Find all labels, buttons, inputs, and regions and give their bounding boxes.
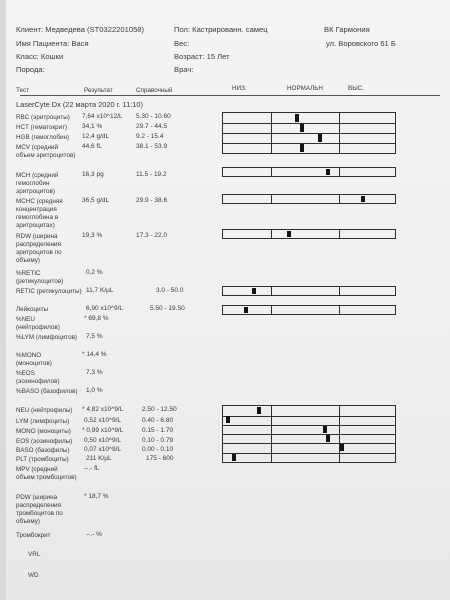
test-name-pbaso: %BASO (базофилов) [16,388,78,395]
col-normal: НОРМАЛЬН [287,85,323,92]
range-marker-mono [323,426,327,433]
ref-plt: 175 - 600 [146,455,174,462]
test-name-hgb: HGB (гемоглобин) [16,134,70,141]
doctor-name: Врач: [174,65,194,74]
result-pct: --.- % [86,531,102,538]
test-name-eos: EOS (эозинофилы) [16,438,73,445]
ref-eos: 0.10 - 0.79 [142,437,174,444]
range-marker-hct [300,124,304,132]
test-name-plym: %LYM (лимфоцитов) [16,334,78,341]
range-marker-wbc [244,307,248,313]
test-name-neu: NEU (нейтрофилы) [16,407,73,414]
test-name-mono: MONO (моноциты) [16,428,71,435]
range-marker-mcv [300,144,304,152]
test-name-mcv: MCV (средний объем эритроцитов) [16,144,76,159]
range-marker-hgb [318,134,322,142]
range-marker-eos [326,435,330,442]
col-low: НИЗ. [232,85,247,92]
range-box-rdw [222,229,396,239]
test-name-wbc: Лейкоциты [16,306,49,313]
result-pdw: * 18,7 % [84,493,109,500]
patient-age: Возраст: 15 Лет [174,52,230,61]
result-mpv: --.- fL [84,465,100,472]
ref-mchc: 29.9 - 38.6 [136,197,168,204]
ref-hct: 29.7 - 44.5 [136,123,168,130]
patient-sex: Пол: Кастрированн. самец [174,25,268,34]
result-mcv: 44,6 fL [82,143,102,150]
ref-neu: 2.50 - 12.50 [142,406,177,413]
test-name-mch: MCH (средний гемоглобин эритроцитов) [16,172,59,195]
range-box-retic [222,286,396,296]
footer-wd: WD [28,572,39,579]
result-rdw: 19,3 % [82,232,103,239]
test-name-mchc: MCHC (средняя концентрация гемоглобина в эритроцитах) [16,198,63,229]
range-box-mch [222,167,396,177]
test-name-hct: HCT (гематокрит) [16,124,68,131]
test-name-retic: RETIC (ретикулоциты) [16,288,82,295]
result-pneu: * 69,8 % [84,315,109,322]
range-marker-lym [226,416,230,423]
range-box-wbc [222,305,396,315]
result-mono: * 0,99 x10^9/L [82,427,124,434]
ref-lym: 0.40 - 6.80 [142,417,174,424]
patient-weight: Вес: [174,39,190,48]
ref-hgb: 9.2 - 15.4 [136,133,164,140]
result-retic: 11,7 K/µL [86,287,114,294]
range-box-diff-group [222,405,396,463]
col-result: Результат [84,87,113,94]
ref-mch: 11.5 - 19.2 [136,171,167,178]
test-name-rbc: RBC (эритроциты) [16,114,70,121]
test-name-pct: Тромбокрит [16,532,51,539]
result-peos: 7,3 % [86,369,103,376]
report-page [6,0,450,600]
test-name-plt: PLT (тромбоциты) [16,456,69,463]
ref-retic: 3.0 - 50.0 [156,287,184,294]
header-divider [20,95,440,96]
result-pbaso: 1,0 % [86,387,103,394]
test-name-baso: BASO (базофилы) [16,447,70,454]
result-hct: 34,1 % [82,123,103,130]
result-mch: 16,3 pg [82,171,104,178]
ref-mcv: 38.1 - 53.9 [136,143,168,150]
test-name-pneu: %NEU (нейтрофилов) [16,316,60,331]
range-marker-baso [340,444,344,451]
test-name-pmono: %MONO (моноцитов) [16,352,52,367]
result-pmono: * 14,4 % [82,351,107,358]
range-marker-rdw [287,231,291,237]
col-ref: Справочный [136,87,173,94]
test-name-pretic: %RETIC (ретикулоцитов) [16,270,64,285]
ref-wbc: 5.50 - 19.50 [150,305,185,312]
range-marker-mch [326,169,330,175]
col-high: ВЫС. [348,85,365,92]
clinic-name: ВК Гармония [324,25,370,34]
footer-vrl: VRL [28,551,41,558]
result-baso: 0,07 x10^9/L [84,446,122,453]
result-rbc: 7,64 x10^12/L [82,113,123,120]
result-lym: 0,52 x10^9/L [84,417,122,424]
test-name-peos: %EOS (эозинофилов) [16,370,60,385]
instrument-title: LaserCyte Dx (22 марта 2020 г. 11:10) [16,100,143,109]
result-plt: 211 K/µL [86,455,112,462]
range-marker-retic [252,288,256,294]
test-name-rdw: RDW (ширина распределения эритроцитов по объему) [16,233,62,264]
clinic-address: ул. Воровского 61 Б [326,39,396,48]
result-hgb: 12,4 g/dL [82,133,110,140]
result-pretic: 0,2 % [86,269,103,276]
test-name-lym: LYM (лимфоциты) [16,418,70,425]
patient-breed: Порода: [16,65,45,74]
result-plym: 7,5 % [86,333,103,340]
ref-baso: 0.00 - 0.10 [142,446,174,453]
col-test: Тест [16,87,30,94]
ref-rbc: 5.30 - 10.60 [136,113,171,120]
range-box-mchc [222,194,396,204]
range-marker-rbc [295,114,299,122]
result-neu: * 4,82 x10^9/L [82,406,124,413]
result-mchc: 36,5 g/dL [82,197,110,204]
ref-mono: 0.15 - 1.70 [142,427,174,434]
test-name-mpv: MPV (средний объем тромбоцитов) [16,466,77,481]
patient-class: Класс: Кошки [16,52,64,61]
result-wbc: 6,90 x10^9/L [86,305,124,312]
ref-rdw: 17.3 - 22.0 [136,232,168,239]
result-eos: 0,50 x10^9/L [84,437,122,444]
range-box-rbc-group [222,112,396,154]
range-marker-neu [257,407,261,414]
range-marker-mchc [361,196,365,202]
patient-name: Имя Пациента: Вася [16,39,89,48]
range-marker-plt [232,454,236,461]
test-name-pdw: PDW (ширина распределения тромбоцитов по объему) [16,494,63,525]
client-name: Клиент: Медведева (ST0322201058) [16,25,145,34]
